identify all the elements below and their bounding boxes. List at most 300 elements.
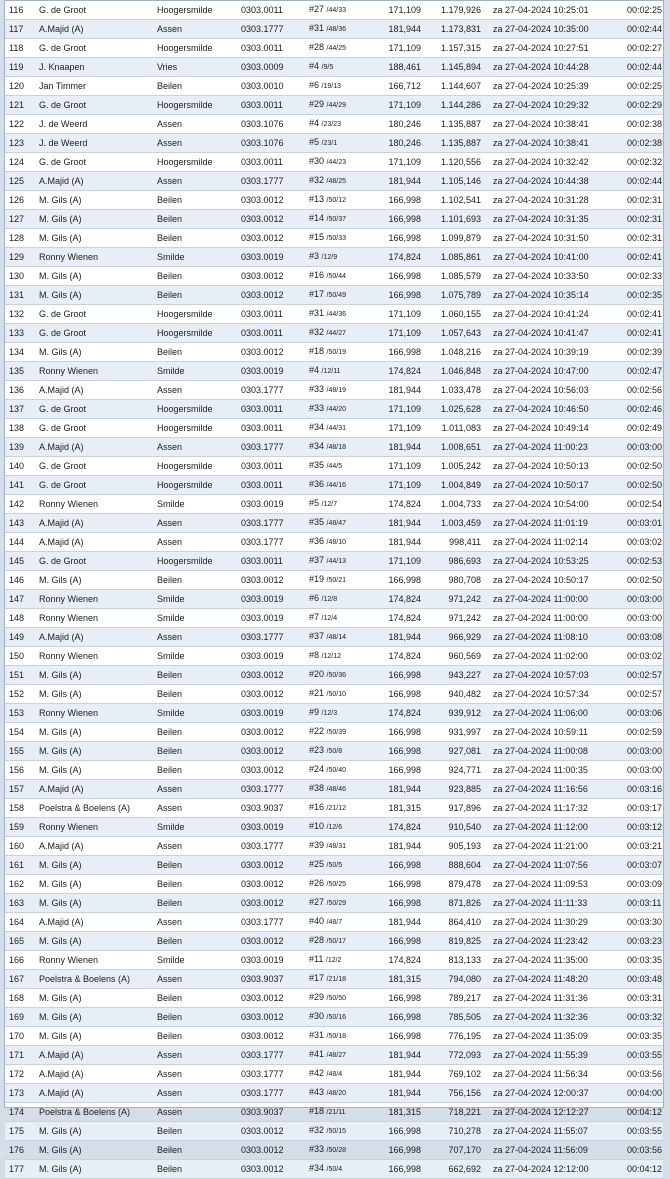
fancier-name-cell bbox=[35, 476, 153, 495]
place-cell-text: Hoogersmilde bbox=[157, 99, 213, 110]
position-cell bbox=[305, 305, 375, 324]
duration-cell bbox=[623, 666, 663, 685]
distance-cell-text: 188,461 bbox=[388, 61, 421, 72]
code-cell-text: 0303.0019 bbox=[241, 650, 284, 661]
fancier-name-cell-text: J. de Weerd bbox=[39, 137, 88, 148]
rank-cell bbox=[5, 913, 35, 932]
table-row bbox=[5, 1160, 663, 1179]
rank-cell-text: 152 bbox=[9, 688, 25, 699]
code-cell bbox=[237, 685, 305, 704]
code-cell bbox=[237, 1027, 305, 1046]
place-cell bbox=[153, 704, 237, 723]
distance-cell bbox=[375, 571, 425, 590]
fancier-name-cell-text: A.Majid (A) bbox=[39, 1087, 84, 1098]
arrival-datetime-cell bbox=[485, 172, 623, 191]
fancier-name-cell bbox=[35, 799, 153, 818]
place-cell-text: Smilde bbox=[157, 365, 185, 376]
position-cell-text: #27 bbox=[309, 897, 325, 907]
speed-cell-text: 927,081 bbox=[448, 745, 481, 756]
fancier-name-cell-text: G. de Groot bbox=[39, 422, 87, 433]
position-fraction: /9/5 bbox=[321, 64, 334, 71]
place-cell-text: Smilde bbox=[157, 593, 185, 604]
distance-cell-text: 174,824 bbox=[388, 707, 421, 718]
code-cell-text: 0303.0012 bbox=[241, 574, 284, 585]
distance-cell bbox=[375, 343, 425, 362]
arrival-datetime-cell bbox=[485, 913, 623, 932]
rank-cell-text: 163 bbox=[9, 897, 25, 908]
rank-cell-text: 118 bbox=[9, 42, 24, 53]
distance-cell-text: 166,998 bbox=[388, 935, 421, 946]
distance-cell bbox=[375, 818, 425, 837]
speed-cell-text: 819,825 bbox=[448, 935, 481, 946]
arrival-datetime-cell bbox=[485, 286, 623, 305]
arrival-datetime-cell-text: za 27-04-2024 10:50:17 bbox=[493, 574, 589, 585]
fancier-name-cell-text: M. Gils (A) bbox=[39, 935, 82, 946]
code-cell bbox=[237, 837, 305, 856]
arrival-datetime-cell-text: za 27-04-2024 10:31:50 bbox=[493, 232, 589, 243]
position-fraction: /48/20 bbox=[326, 1090, 347, 1097]
arrival-datetime-cell-text: za 27-04-2024 11:35:09 bbox=[493, 1030, 588, 1041]
distance-cell-text: 181,315 bbox=[388, 973, 421, 984]
position-cell-text: #13 bbox=[309, 194, 325, 204]
place-cell-text: Hoogersmilde bbox=[157, 156, 213, 167]
position-cell bbox=[305, 913, 375, 932]
place-cell-text: Hoogersmilde bbox=[157, 460, 213, 471]
rank-cell-text: 165 bbox=[9, 935, 25, 946]
speed-cell-text: 1.102,541 bbox=[440, 194, 481, 205]
code-cell bbox=[237, 970, 305, 989]
distance-cell-text: 174,824 bbox=[388, 593, 421, 604]
distance-cell bbox=[375, 476, 425, 495]
rank-cell bbox=[5, 571, 35, 590]
table-row bbox=[5, 1103, 663, 1122]
results-table-panel bbox=[4, 0, 664, 1174]
fancier-name-cell bbox=[35, 419, 153, 438]
rank-cell-text: 177 bbox=[9, 1163, 25, 1174]
rank-cell-text: 129 bbox=[9, 251, 25, 262]
duration-cell-text: 00:03:00 bbox=[627, 593, 663, 604]
distance-cell bbox=[375, 96, 425, 115]
position-fraction: /23/1 bbox=[321, 140, 338, 147]
position-fraction: /48/47 bbox=[326, 520, 347, 527]
table-row bbox=[5, 533, 663, 552]
code-cell bbox=[237, 666, 305, 685]
duration-cell bbox=[623, 305, 663, 324]
duration-cell-text: 00:02:50 bbox=[627, 574, 663, 585]
table-row bbox=[5, 818, 663, 837]
duration-cell bbox=[623, 495, 663, 514]
distance-cell-text: 166,998 bbox=[388, 1144, 421, 1155]
code-cell bbox=[237, 495, 305, 514]
rank-cell-text: 146 bbox=[9, 574, 25, 585]
duration-cell bbox=[623, 1027, 663, 1046]
fancier-name-cell bbox=[35, 39, 153, 58]
duration-cell-text: 00:02:53 bbox=[627, 555, 663, 566]
distance-cell bbox=[375, 39, 425, 58]
distance-cell-text: 171,109 bbox=[388, 4, 421, 15]
position-cell bbox=[305, 210, 375, 229]
place-cell bbox=[153, 457, 237, 476]
fancier-name-cell bbox=[35, 153, 153, 172]
place-cell bbox=[153, 780, 237, 799]
arrival-datetime-cell bbox=[485, 666, 623, 685]
code-cell-text: 0303.9037 bbox=[241, 973, 284, 984]
duration-cell bbox=[623, 210, 663, 229]
arrival-datetime-cell-text: za 27-04-2024 10:29:32 bbox=[493, 99, 589, 110]
speed-cell-text: 756,156 bbox=[448, 1087, 481, 1098]
fancier-name-cell-text: G. de Groot bbox=[39, 156, 87, 167]
arrival-datetime-cell-text: za 27-04-2024 11:30:29 bbox=[493, 916, 588, 927]
rank-cell bbox=[5, 324, 35, 343]
code-cell-text: 0303.0012 bbox=[241, 688, 284, 699]
rank-cell bbox=[5, 1160, 35, 1179]
position-fraction: /44/23 bbox=[326, 159, 347, 166]
arrival-datetime-cell bbox=[485, 552, 623, 571]
place-cell bbox=[153, 666, 237, 685]
duration-cell-text: 00:02:38 bbox=[627, 137, 663, 148]
fancier-name-cell-text: M. Gils (A) bbox=[39, 878, 82, 889]
duration-cell-text: 00:03:09 bbox=[627, 878, 663, 889]
distance-cell bbox=[375, 1103, 425, 1122]
fancier-name-cell-text: M. Gils (A) bbox=[39, 194, 82, 205]
code-cell-text: 0303.0012 bbox=[241, 194, 284, 205]
distance-cell-text: 171,109 bbox=[388, 308, 421, 319]
place-cell-text: Assen bbox=[157, 631, 183, 642]
duration-cell-text: 00:04:12 bbox=[627, 1163, 663, 1174]
rank-cell bbox=[5, 96, 35, 115]
speed-cell-text: 960,569 bbox=[448, 650, 481, 661]
rank-cell-text: 166 bbox=[9, 954, 25, 965]
code-cell-text: 0303.0012 bbox=[241, 346, 284, 357]
rank-cell-text: 128 bbox=[9, 232, 25, 243]
speed-cell bbox=[425, 1122, 485, 1141]
code-cell bbox=[237, 704, 305, 723]
place-cell bbox=[153, 1, 237, 20]
speed-cell bbox=[425, 153, 485, 172]
arrival-datetime-cell-text: za 27-04-2024 11:31:36 bbox=[493, 992, 588, 1003]
table-row bbox=[5, 324, 663, 343]
code-cell-text: 0303.1777 bbox=[241, 783, 284, 794]
place-cell bbox=[153, 134, 237, 153]
place-cell-text: Beilen bbox=[157, 1125, 183, 1136]
rank-cell bbox=[5, 1, 35, 20]
position-cell bbox=[305, 1141, 375, 1160]
position-cell bbox=[305, 172, 375, 191]
table-row bbox=[5, 20, 663, 39]
position-cell-text: #29 bbox=[309, 992, 325, 1002]
code-cell bbox=[237, 419, 305, 438]
code-cell-text: 0303.0011 bbox=[241, 422, 283, 433]
position-fraction: /48/25 bbox=[326, 178, 347, 185]
position-cell bbox=[305, 1103, 375, 1122]
place-cell-text: Assen bbox=[157, 802, 183, 813]
position-fraction: /12/2 bbox=[325, 957, 342, 964]
duration-cell bbox=[623, 913, 663, 932]
position-cell-text: #8 bbox=[309, 650, 320, 660]
fancier-name-cell-text: Poelstra & Boelens (A) bbox=[39, 973, 131, 984]
arrival-datetime-cell bbox=[485, 647, 623, 666]
place-cell bbox=[153, 818, 237, 837]
position-cell bbox=[305, 723, 375, 742]
speed-cell bbox=[425, 1084, 485, 1103]
position-cell bbox=[305, 533, 375, 552]
arrival-datetime-cell bbox=[485, 419, 623, 438]
duration-cell-text: 00:03:30 bbox=[627, 916, 663, 927]
arrival-datetime-cell bbox=[485, 210, 623, 229]
position-cell bbox=[305, 761, 375, 780]
speed-cell-text: 971,242 bbox=[448, 612, 481, 623]
speed-cell-text: 1.003,459 bbox=[440, 517, 481, 528]
arrival-datetime-cell bbox=[485, 1, 623, 20]
position-cell-text: #31 bbox=[309, 23, 325, 33]
arrival-datetime-cell-text: za 27-04-2024 10:32:42 bbox=[493, 156, 589, 167]
code-cell bbox=[237, 1084, 305, 1103]
arrival-datetime-cell bbox=[485, 58, 623, 77]
duration-cell-text: 00:04:12 bbox=[627, 1106, 663, 1117]
arrival-datetime-cell bbox=[485, 381, 623, 400]
position-cell bbox=[305, 1084, 375, 1103]
distance-cell-text: 166,998 bbox=[388, 289, 421, 300]
place-cell-text: Assen bbox=[157, 973, 183, 984]
fancier-name-cell-text: A.Majid (A) bbox=[39, 384, 84, 395]
code-cell-text: 0303.0012 bbox=[241, 1030, 284, 1041]
speed-cell bbox=[425, 438, 485, 457]
arrival-datetime-cell bbox=[485, 191, 623, 210]
distance-cell-text: 174,824 bbox=[388, 612, 421, 623]
position-cell bbox=[305, 400, 375, 419]
position-cell-text: #33 bbox=[309, 384, 325, 394]
position-cell bbox=[305, 115, 375, 134]
fancier-name-cell bbox=[35, 267, 153, 286]
rank-cell bbox=[5, 495, 35, 514]
code-cell-text: 0303.0012 bbox=[241, 935, 284, 946]
position-fraction: /50/5 bbox=[326, 862, 343, 869]
duration-cell-text: 00:03:12 bbox=[627, 821, 663, 832]
rank-cell-text: 136 bbox=[9, 384, 25, 395]
rank-cell-text: 167 bbox=[9, 973, 25, 984]
speed-cell-text: 910,540 bbox=[448, 821, 481, 832]
rank-cell-text: 121 bbox=[9, 99, 25, 110]
rank-cell bbox=[5, 837, 35, 856]
speed-cell bbox=[425, 666, 485, 685]
code-cell-text: 0303.9037 bbox=[241, 802, 284, 813]
speed-cell bbox=[425, 286, 485, 305]
speed-cell bbox=[425, 894, 485, 913]
code-cell bbox=[237, 324, 305, 343]
rank-cell bbox=[5, 989, 35, 1008]
fancier-name-cell-text: A.Majid (A) bbox=[39, 1068, 84, 1079]
distance-cell-text: 180,246 bbox=[388, 118, 421, 129]
position-cell bbox=[305, 39, 375, 58]
position-fraction: /44/29 bbox=[326, 102, 347, 109]
position-cell-text: #6 bbox=[309, 593, 320, 603]
rank-cell bbox=[5, 1084, 35, 1103]
duration-cell-text: 00:02:31 bbox=[627, 194, 663, 205]
distance-cell-text: 171,109 bbox=[388, 327, 421, 338]
position-cell bbox=[305, 951, 375, 970]
duration-cell-text: 00:03:11 bbox=[627, 897, 662, 908]
arrival-datetime-cell bbox=[485, 723, 623, 742]
position-fraction: /48/7 bbox=[326, 919, 343, 926]
rank-cell-text: 133 bbox=[9, 327, 25, 338]
code-cell bbox=[237, 1141, 305, 1160]
duration-cell-text: 00:02:57 bbox=[627, 669, 663, 680]
code-cell-text: 0303.0011 bbox=[241, 99, 283, 110]
fancier-name-cell-text: Poelstra & Boelens (A) bbox=[39, 802, 131, 813]
position-cell bbox=[305, 590, 375, 609]
fancier-name-cell-text: A.Majid (A) bbox=[39, 517, 84, 528]
speed-cell-text: 905,193 bbox=[448, 840, 481, 851]
duration-cell-text: 00:02:38 bbox=[627, 118, 663, 129]
distance-cell-text: 171,109 bbox=[388, 479, 421, 490]
rank-cell bbox=[5, 514, 35, 533]
code-cell bbox=[237, 400, 305, 419]
rank-cell-text: 141 bbox=[9, 479, 25, 490]
fancier-name-cell bbox=[35, 647, 153, 666]
fancier-name-cell-text: G. de Groot bbox=[39, 460, 87, 471]
arrival-datetime-cell bbox=[485, 951, 623, 970]
speed-cell bbox=[425, 1, 485, 20]
code-cell-text: 0303.0012 bbox=[241, 1144, 284, 1155]
distance-cell-text: 181,944 bbox=[388, 517, 421, 528]
speed-cell-text: 864,410 bbox=[448, 916, 481, 927]
code-cell bbox=[237, 761, 305, 780]
arrival-datetime-cell bbox=[485, 932, 623, 951]
position-fraction: /50/40 bbox=[326, 767, 347, 774]
table-row bbox=[5, 343, 663, 362]
fancier-name-cell bbox=[35, 191, 153, 210]
table-row bbox=[5, 799, 663, 818]
duration-cell bbox=[623, 115, 663, 134]
table-row bbox=[5, 229, 663, 248]
speed-cell-text: 1.025,628 bbox=[440, 403, 481, 414]
code-cell bbox=[237, 229, 305, 248]
arrival-datetime-cell-text: za 27-04-2024 10:41:47 bbox=[493, 327, 589, 338]
place-cell bbox=[153, 609, 237, 628]
duration-cell bbox=[623, 590, 663, 609]
code-cell-text: 0303.0012 bbox=[241, 897, 284, 908]
fancier-name-cell bbox=[35, 20, 153, 39]
duration-cell bbox=[623, 58, 663, 77]
duration-cell bbox=[623, 742, 663, 761]
rank-cell bbox=[5, 552, 35, 571]
speed-cell bbox=[425, 134, 485, 153]
rank-cell bbox=[5, 248, 35, 267]
rank-cell bbox=[5, 970, 35, 989]
distance-cell bbox=[375, 685, 425, 704]
speed-cell-text: 813,133 bbox=[448, 954, 481, 965]
arrival-datetime-cell-text: za 27-04-2024 11:07:56 bbox=[493, 859, 588, 870]
place-cell-text: Assen bbox=[157, 137, 183, 148]
position-cell-text: #14 bbox=[309, 213, 325, 223]
arrival-datetime-cell bbox=[485, 989, 623, 1008]
rank-cell bbox=[5, 856, 35, 875]
fancier-name-cell bbox=[35, 210, 153, 229]
position-cell bbox=[305, 324, 375, 343]
duration-cell-text: 00:03:08 bbox=[627, 631, 663, 642]
place-cell bbox=[153, 20, 237, 39]
arrival-datetime-cell-text: za 27-04-2024 11:48:20 bbox=[493, 973, 588, 984]
position-cell bbox=[305, 552, 375, 571]
distance-cell bbox=[375, 77, 425, 96]
position-fraction: /48/10 bbox=[326, 539, 347, 546]
position-cell bbox=[305, 514, 375, 533]
distance-cell-text: 181,944 bbox=[388, 536, 421, 547]
fancier-name-cell bbox=[35, 1046, 153, 1065]
fancier-name-cell bbox=[35, 381, 153, 400]
position-cell-text: #29 bbox=[309, 99, 325, 109]
place-cell bbox=[153, 77, 237, 96]
arrival-datetime-cell-text: za 27-04-2024 11:08:10 bbox=[493, 631, 588, 642]
distance-cell-text: 171,109 bbox=[388, 99, 421, 110]
table-row bbox=[5, 894, 663, 913]
place-cell bbox=[153, 799, 237, 818]
duration-cell bbox=[623, 552, 663, 571]
position-fraction: /12/4 bbox=[321, 615, 338, 622]
position-cell-text: #26 bbox=[309, 878, 325, 888]
distance-cell bbox=[375, 172, 425, 191]
table-row bbox=[5, 115, 663, 134]
place-cell bbox=[153, 172, 237, 191]
code-cell bbox=[237, 381, 305, 400]
fancier-name-cell bbox=[35, 514, 153, 533]
fancier-name-cell bbox=[35, 1141, 153, 1160]
rank-cell bbox=[5, 1122, 35, 1141]
distance-cell bbox=[375, 1160, 425, 1179]
place-cell-text: Beilen bbox=[157, 935, 183, 946]
fancier-name-cell-text: M. Gils (A) bbox=[39, 1144, 82, 1155]
code-cell-text: 0303.0019 bbox=[241, 821, 284, 832]
distance-cell-text: 174,824 bbox=[388, 498, 421, 509]
arrival-datetime-cell-text: za 27-04-2024 11:21:00 bbox=[493, 840, 588, 851]
speed-cell bbox=[425, 457, 485, 476]
position-cell-text: #42 bbox=[309, 1068, 325, 1078]
arrival-datetime-cell bbox=[485, 1103, 623, 1122]
place-cell-text: Assen bbox=[157, 916, 183, 927]
position-cell bbox=[305, 704, 375, 723]
fancier-name-cell-text: M. Gils (A) bbox=[39, 726, 82, 737]
position-cell-text: #24 bbox=[309, 764, 325, 774]
arrival-datetime-cell bbox=[485, 628, 623, 647]
duration-cell bbox=[623, 1046, 663, 1065]
arrival-datetime-cell-text: za 27-04-2024 11:00:08 bbox=[493, 745, 588, 756]
duration-cell-text: 00:03:06 bbox=[627, 707, 663, 718]
position-fraction: /50/28 bbox=[326, 1147, 347, 1154]
fancier-name-cell-text: M. Gils (A) bbox=[39, 764, 82, 775]
speed-cell-text: 998,411 bbox=[449, 536, 481, 547]
position-cell bbox=[305, 571, 375, 590]
speed-cell-text: 1.101,693 bbox=[440, 213, 481, 224]
fancier-name-cell-text: M. Gils (A) bbox=[39, 992, 82, 1003]
fancier-name-cell bbox=[35, 1103, 153, 1122]
speed-cell bbox=[425, 685, 485, 704]
place-cell-text: Beilen bbox=[157, 346, 183, 357]
fancier-name-cell bbox=[35, 571, 153, 590]
speed-cell-text: 1.120,556 bbox=[440, 156, 481, 167]
place-cell-text: Assen bbox=[157, 1068, 183, 1079]
speed-cell-text: 980,708 bbox=[448, 574, 481, 585]
speed-cell bbox=[425, 381, 485, 400]
speed-cell bbox=[425, 989, 485, 1008]
arrival-datetime-cell-text: za 27-04-2024 11:12:00 bbox=[493, 821, 588, 832]
duration-cell-text: 00:02:44 bbox=[627, 175, 663, 186]
position-fraction: /48/36 bbox=[326, 26, 347, 33]
arrival-datetime-cell bbox=[485, 400, 623, 419]
fancier-name-cell bbox=[35, 609, 153, 628]
code-cell bbox=[237, 932, 305, 951]
position-cell bbox=[305, 970, 375, 989]
place-cell bbox=[153, 476, 237, 495]
